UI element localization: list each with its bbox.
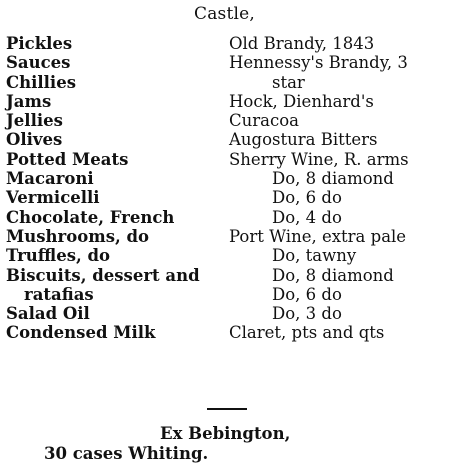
left-item: Salad Oil xyxy=(6,304,90,324)
section-divider xyxy=(207,408,247,410)
right-item: Claret, pts and qts xyxy=(229,323,385,343)
right-item: Do, 3 do xyxy=(272,304,342,324)
right-item: Do, 8 diamond xyxy=(272,265,394,285)
left-item: Pickles xyxy=(6,34,73,53)
right-item: Hennessy's Brandy, 3 xyxy=(229,53,408,73)
left-item: Mushrooms, do xyxy=(6,226,150,246)
left-column xyxy=(6,34,221,343)
right-item: Do, 6 do xyxy=(272,188,342,208)
right-item: Curacoa xyxy=(229,111,299,131)
left-item-continuation: ratafias xyxy=(24,284,94,304)
left-item: Potted Meats xyxy=(6,149,129,169)
right-item: Augostura Bitters xyxy=(229,130,378,150)
right-item: Do, 4 do xyxy=(272,207,342,227)
right-item: Old Brandy, 1843 xyxy=(229,34,375,53)
ship-reference: Ex Bebington, xyxy=(160,424,291,443)
left-item: Truffles, do xyxy=(6,246,111,266)
left-item: Olives xyxy=(6,130,63,150)
right-item: Do, 8 diamond xyxy=(272,169,394,189)
right-item-continuation: star xyxy=(272,72,305,92)
cargo-line: 30 cases Whiting. xyxy=(44,444,209,463)
left-item: Condensed Milk xyxy=(6,323,156,343)
left-item: Jams xyxy=(6,91,52,111)
right-item: Hock, Dienhard's xyxy=(229,91,374,111)
left-item: Sauces xyxy=(6,53,71,73)
right-item: Do, tawny xyxy=(272,246,357,266)
left-item: Chillies xyxy=(6,72,76,92)
left-item: Jellies xyxy=(6,111,63,131)
right-item: Port Wine, extra pale xyxy=(229,226,407,246)
left-item: Chocolate, French xyxy=(6,207,175,227)
right-item: Do, 6 do xyxy=(272,284,342,304)
ship-name-heading: Castle, xyxy=(194,4,255,24)
right-item: Sherry Wine, R. arms xyxy=(229,149,409,169)
right-column xyxy=(229,34,449,343)
left-item: Macaroni xyxy=(6,169,94,189)
left-item: Biscuits, dessert and xyxy=(6,265,200,285)
left-item: Vermicelli xyxy=(6,188,100,208)
